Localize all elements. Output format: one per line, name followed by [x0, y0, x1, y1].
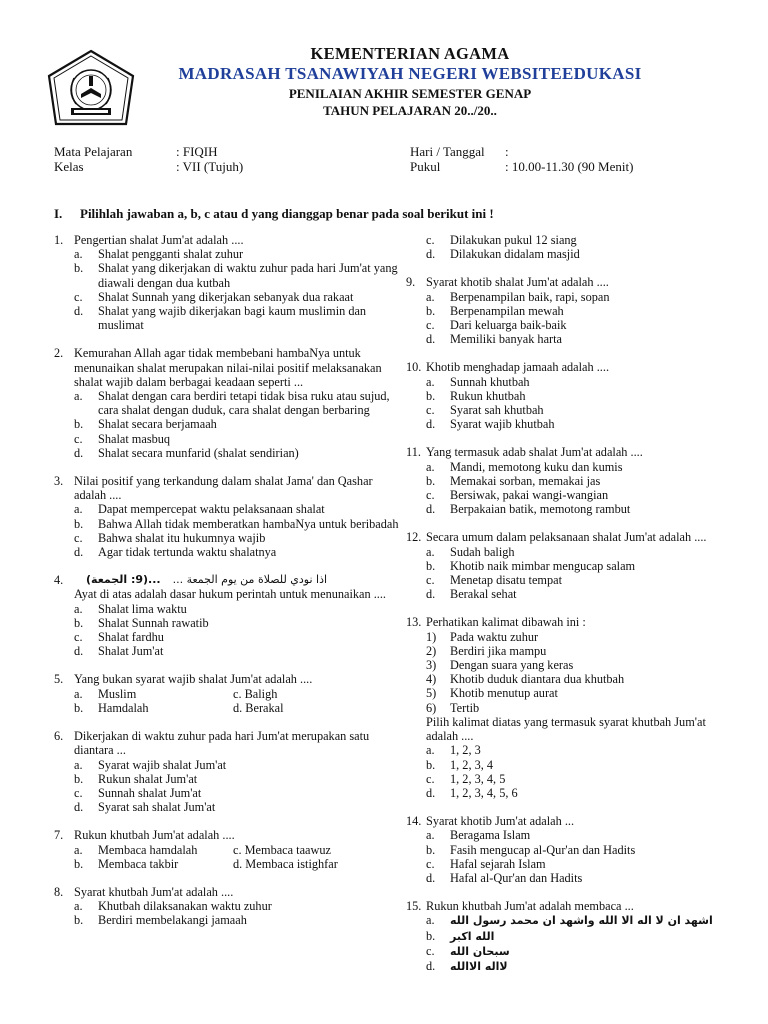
ministry-title: KEMENTERIAN AGAMA — [310, 44, 510, 63]
question-text: Yang bukan syarat wajib shalat Jum'at adalah .... — [74, 672, 313, 687]
question-14 — [406, 814, 726, 885]
option-a: a. Berpenampilan baik, rapi, sopan — [426, 289, 610, 304]
option-c: c. 1, 2, 3, 4, 5 — [426, 771, 506, 786]
option-b: b. Bahwa Allah tidak memberatkan hambaNya untuk beribadah — [74, 516, 399, 531]
option-row — [74, 843, 400, 857]
option-b: b. Shalat secara berjamaah — [74, 417, 217, 432]
question-text: Khotib menghadap jamaah adalah .... — [426, 360, 610, 375]
exam-title: PENILAIAN AKHIR SEMESTER GENAP — [288, 86, 532, 101]
option-d: d. Syarat wajib khutbah — [426, 417, 555, 432]
question-9 — [406, 275, 726, 346]
school-name: MADRASAH TSANAWIYAH NEGERI WEBSITEEDUKASI — [178, 64, 642, 83]
option-row — [74, 857, 400, 871]
question-8-continued — [406, 233, 726, 261]
option-c: c. Dilakukan pukul 12 siang — [426, 233, 577, 247]
option-d: d. Berpakaian batik, memotong rambut — [426, 502, 631, 517]
option-d: d. Membaca istighfar — [233, 856, 338, 871]
question-text: Syarat khotib Jum'at adalah ... — [426, 814, 575, 829]
option-b: b. الله اكبر — [426, 928, 495, 943]
option-c: c. Shalat fardhu — [74, 630, 164, 645]
option-a: a. Sunnah khutbah — [426, 374, 530, 389]
option-a: a. Mandi, memotong kuku dan kumis — [426, 459, 623, 474]
question-13 — [406, 615, 726, 800]
option-c: c. Membaca taawuz — [233, 842, 331, 857]
option-d: d. Hafal al-Qur'an dan Hadits — [426, 870, 583, 885]
question-4 — [54, 573, 400, 658]
option-c: c. سبحان الله — [426, 943, 510, 958]
question-8 — [54, 885, 400, 928]
question-text: Yang termasuk adab shalat Jum'at adalah .... — [426, 445, 643, 460]
question-12 — [406, 530, 726, 601]
option-a: a. Sudah baligh — [426, 544, 515, 559]
subject-label: Mata Pelajaran — [54, 144, 133, 159]
question-number: 14. — [406, 814, 422, 829]
option-b: b. Memakai sorban, memakai jas — [426, 473, 601, 488]
class-label: Kelas — [54, 159, 84, 174]
question-10 — [406, 360, 726, 431]
kemenag-emblem-icon — [46, 48, 136, 134]
statement-item: 6) Tertib — [426, 700, 480, 715]
option-a: a. Beragama Islam — [426, 828, 531, 843]
option-d: d. Dilakukan didalam masjid — [426, 247, 580, 262]
option-a: a. اشهد ان لا اله الا الله واشهد ان محمد رسول الله — [426, 913, 713, 928]
section-instruction — [54, 206, 494, 222]
verse-arabic: اذا نودي للصلاة من يوم الجمعة ... — [172, 573, 328, 587]
option-a: a. Shalat lima waktu — [74, 601, 187, 616]
question-number: 7. — [54, 828, 64, 843]
question-6 — [54, 729, 400, 814]
option-d: d. Memiliki banyak harta — [426, 332, 563, 347]
question-text: Perhatikan kalimat dibawah ini : — [426, 615, 586, 630]
option-d: d. Shalat yang wajib dikerjakan bagi kaum muslimin dan muslimat — [74, 304, 367, 333]
question-text: Kemurahan Allah agar tidak membebani hambaNya untuk menunaikan shalat merupakan nilai-nilai positif melaksanakan shalat wajib dalam berbagai keadaan seperti ... — [74, 346, 382, 389]
class-value: : VII (Tujuh) — [176, 159, 244, 174]
option-b: b. Fasih mengucap al-Qur'an dan Hadits — [426, 842, 636, 857]
question-text: Pengertian shalat Jum'at adalah .... — [74, 233, 244, 247]
day-value: : — [505, 144, 509, 159]
question-number: 11. — [406, 445, 421, 460]
question-text: Rukun khutbah Jum'at adalah .... — [74, 828, 235, 843]
statement-item: 3) Dengan suara yang keras — [426, 658, 574, 673]
statement-item: 2) Berdiri jika mampu — [426, 643, 547, 658]
question-number: 12. — [406, 530, 422, 545]
left-column — [54, 233, 400, 942]
option-b: b. Hamdalah — [74, 700, 149, 715]
question-number: 1. — [54, 233, 64, 247]
question-number: 2. — [54, 346, 64, 361]
question-number: 4. — [54, 573, 64, 588]
option-c: c. Shalat Sunnah yang dikerjakan sebanyak dua rakaat — [74, 289, 354, 304]
option-row — [74, 701, 400, 715]
option-d: d. Shalat Jum'at — [74, 644, 164, 659]
option-c: c. Shalat masbuq — [74, 431, 171, 446]
day-label: Hari / Tanggal — [410, 144, 485, 159]
option-b: b. 1, 2, 3, 4 — [426, 757, 494, 772]
time-label: Pukul — [410, 159, 441, 174]
option-b: b. Shalat yang dikerjakan di waktu zuhur pada hari Jum'at yang diawali dengan dua kutbah — [74, 261, 398, 290]
question-number: 5. — [54, 672, 64, 687]
option-b: b. Rukun khutbah — [426, 388, 526, 403]
question-11 — [406, 445, 726, 516]
option-b: b. Berpenampilan mewah — [426, 303, 564, 318]
question-1 — [54, 233, 400, 332]
question-number: 13. — [406, 615, 422, 630]
question-number: 15. — [406, 899, 422, 914]
subject-value: : FIQIH — [176, 144, 218, 159]
question-text: Syarat khutbah Jum'at adalah .... — [74, 884, 234, 899]
option-c: c. Sunnah shalat Jum'at — [74, 785, 202, 800]
option-c: c. Syarat sah khutbah — [426, 403, 544, 418]
question-text: Secara umum dalam pelaksanaan shalat Jum'at adalah .... — [426, 530, 707, 545]
option-a: a. Dapat mempercepat waktu pelaksanaan shalat — [74, 502, 325, 517]
question-7 — [54, 828, 400, 871]
option-c: c. Bahwa shalat itu hukumnya wajib — [74, 530, 266, 545]
option-d: d. Berakal — [233, 700, 284, 715]
option-a: a. 1, 2, 3 — [426, 743, 481, 758]
option-c: c. Baligh — [233, 686, 278, 701]
option-c: c. Bersiwak, pakai wangi-wangian — [426, 488, 609, 503]
option-c: c. Dari keluarga baik-baik — [426, 318, 567, 333]
option-d: d. لااله الاالله — [426, 958, 508, 973]
option-row — [74, 687, 400, 701]
option-d: d. Agar tidak tertunda waktu shalatnya — [74, 545, 277, 560]
option-d: d. Syarat sah shalat Jum'at — [74, 800, 216, 815]
option-d: d. 1, 2, 3, 4, 5, 6 — [426, 785, 518, 800]
question-number: 8. — [54, 884, 64, 899]
option-a: a. Shalat dengan cara berdiri tetapi tidak bisa ruku atau sujud, cara shalat dengan duduk, cara shalat dengan berbaring — [74, 389, 390, 418]
option-a: a. Shalat pengganti shalat zuhur — [74, 247, 244, 262]
question-number: 6. — [54, 729, 64, 744]
question-number: 10. — [406, 360, 422, 375]
section-text: Pilihlah jawaban a, b, c atau d yang dianggap benar pada soal berikut ini ! — [80, 206, 494, 221]
question-2 — [54, 346, 400, 460]
option-b: b. Shalat Sunnah rawatib — [74, 615, 209, 630]
question-text: Ayat di atas adalah dasar hukum perintah untuk menunaikan .... — [74, 587, 387, 602]
option-a: a. Khutbah dilaksanakan waktu zuhur — [74, 899, 272, 914]
question-text: Nilai positif yang terkandung dalam shalat Jama' dan Qashar adalah .... — [74, 474, 373, 503]
question-number: 3. — [54, 474, 64, 489]
statement-item: 4) Khotib duduk diantara dua khutbah — [426, 672, 625, 687]
question-followup: Pilih kalimat diatas yang termasuk syarat khutbah Jum'at adalah .... — [426, 714, 706, 744]
option-b: b. Berdiri membelakangi jamaah — [74, 913, 247, 928]
option-c: c. Hafal sejarah Islam — [426, 856, 546, 871]
question-15 — [406, 899, 726, 974]
option-c: c. Menetap disatu tempat — [426, 573, 563, 588]
statement-item: 1) Pada waktu zuhur — [426, 629, 539, 644]
option-b: b. Rukun shalat Jum'at — [74, 771, 198, 786]
option-d: d. Berakal sehat — [426, 587, 517, 602]
option-a: a. Membaca hamdalah — [74, 842, 198, 857]
question-text: Rukun khutbah Jum'at adalah membaca ... — [426, 899, 634, 914]
option-b: b. Membaca takbir — [74, 856, 179, 871]
academic-year: TAHUN PELAJARAN 20../20.. — [323, 103, 497, 118]
question-verse — [74, 573, 400, 587]
statement-item: 5) Khotib menutup aurat — [426, 686, 558, 701]
option-b: b. Khotib naik mimbar mengucap salam — [426, 558, 636, 573]
question-text: Dikerjakan di waktu zuhur pada hari Jum'at merupakan satu diantara ... — [74, 729, 370, 758]
option-a: a. Syarat wajib shalat Jum'at — [74, 757, 227, 772]
section-number: I. — [54, 206, 63, 221]
time-value: : 10.00-11.30 (90 Menit) — [505, 159, 634, 174]
verse-reference: ...(9: الجمعة) — [86, 573, 161, 587]
question-text: Syarat khotib shalat Jum'at adalah .... — [426, 275, 609, 290]
option-a: a. Muslim — [74, 686, 137, 701]
option-d: d. Shalat secara munfarid (shalat sendirian) — [74, 445, 299, 460]
question-3 — [54, 474, 400, 559]
question-number: 9. — [406, 275, 416, 290]
right-column — [406, 233, 726, 988]
question-5 — [54, 672, 400, 715]
